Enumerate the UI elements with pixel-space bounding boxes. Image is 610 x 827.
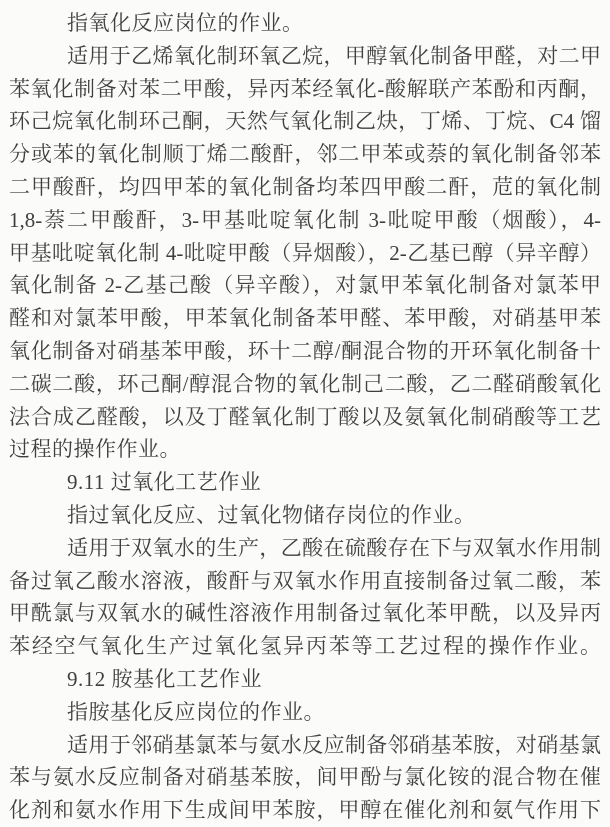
text-line: 法合成乙醛酸，以及丁醛氧化制丁酸以及氨氧化制硝酸等工艺 — [9, 404, 601, 429]
text-line: 备过氧乙酸水溶液，酸酐与双氧水作用直接制备过氧二酸，苯 — [9, 568, 601, 593]
text-line: 二甲酸酐，均四甲苯的氧化制备均苯四甲酸二酐，苊的氧化制 — [9, 174, 601, 199]
text-line: 环己烷氧化制环己酮，天然气氧化制乙炔，丁烯、丁烷、C4 馏 — [9, 109, 601, 134]
text-line: 醛和对氯苯甲酸，甲苯氧化制备苯甲醛、苯甲酸，对硝基甲苯 — [9, 306, 601, 331]
text-block — [9, 7, 601, 827]
text-line: 指胺基化反应岗位的作业。 — [67, 699, 325, 724]
text-line: 9.12 胺基化工艺作业 — [67, 666, 262, 691]
text-line: 甲酰氯与双氧水的碱性溶液作用制备过氧化苯甲酰，以及异丙 — [9, 601, 601, 626]
text-line: 二碳二酸，环己酮/醇混合物的氧化制己二酸，乙二醛硝酸氧化 — [9, 371, 601, 396]
text-line: 化剂和氨水作用下生成间甲苯胺，甲醇在催化剂和氨气作用下 — [9, 798, 601, 823]
text-line: 氧化制备对硝基苯甲酸，环十二醇/酮混合物的开环氧化制备十 — [9, 338, 601, 363]
text-line: 1,8-萘二甲酸酐，3-甲基吡啶氧化制 3-吡啶甲酸（烟酸），4- — [9, 207, 601, 232]
text-line: 指过氧化反应、过氧化物储存岗位的作业。 — [67, 502, 476, 527]
text-line: 分或苯的氧化制顺丁烯二酸酐，邻二甲苯或萘的氧化制备邻苯 — [9, 142, 601, 167]
text-line: 指氧化反应岗位的作业。 — [67, 11, 304, 35]
text-line: 氧化制备 2-乙基己酸（异辛酸），对氯甲苯氧化制备对氯苯甲 — [9, 273, 601, 298]
text-line: 苯经空气氧化生产过氧化氢异丙苯等工艺过程的操作作业。 — [9, 634, 601, 659]
text-line: 苯与氨水反应制备对硝基苯胺，间甲酚与氯化铵的混合物在催 — [9, 765, 601, 790]
text-line: 9.11 过氧化工艺作业 — [67, 470, 262, 495]
text-line: 适用于双氧水的生产，乙酸在硫酸存在下与双氧水作用制 — [67, 535, 601, 560]
text-line: 适用于乙烯氧化制环氧乙烷，甲醇氧化制备甲醛，对二甲 — [67, 43, 601, 68]
text-line: 过程的操作作业。 — [9, 437, 181, 462]
text-line: 苯氧化制备对苯二甲酸，异丙苯经氧化-酸解联产苯酚和丙酮， — [9, 76, 601, 101]
text-line: 适用于邻硝基氯苯与氨水反应制备邻硝基苯胺，对硝基氯 — [67, 732, 601, 757]
text-line: 甲基吡啶氧化制 4-吡啶甲酸（异烟酸），2-乙基已醇（异辛醇） — [9, 240, 601, 265]
